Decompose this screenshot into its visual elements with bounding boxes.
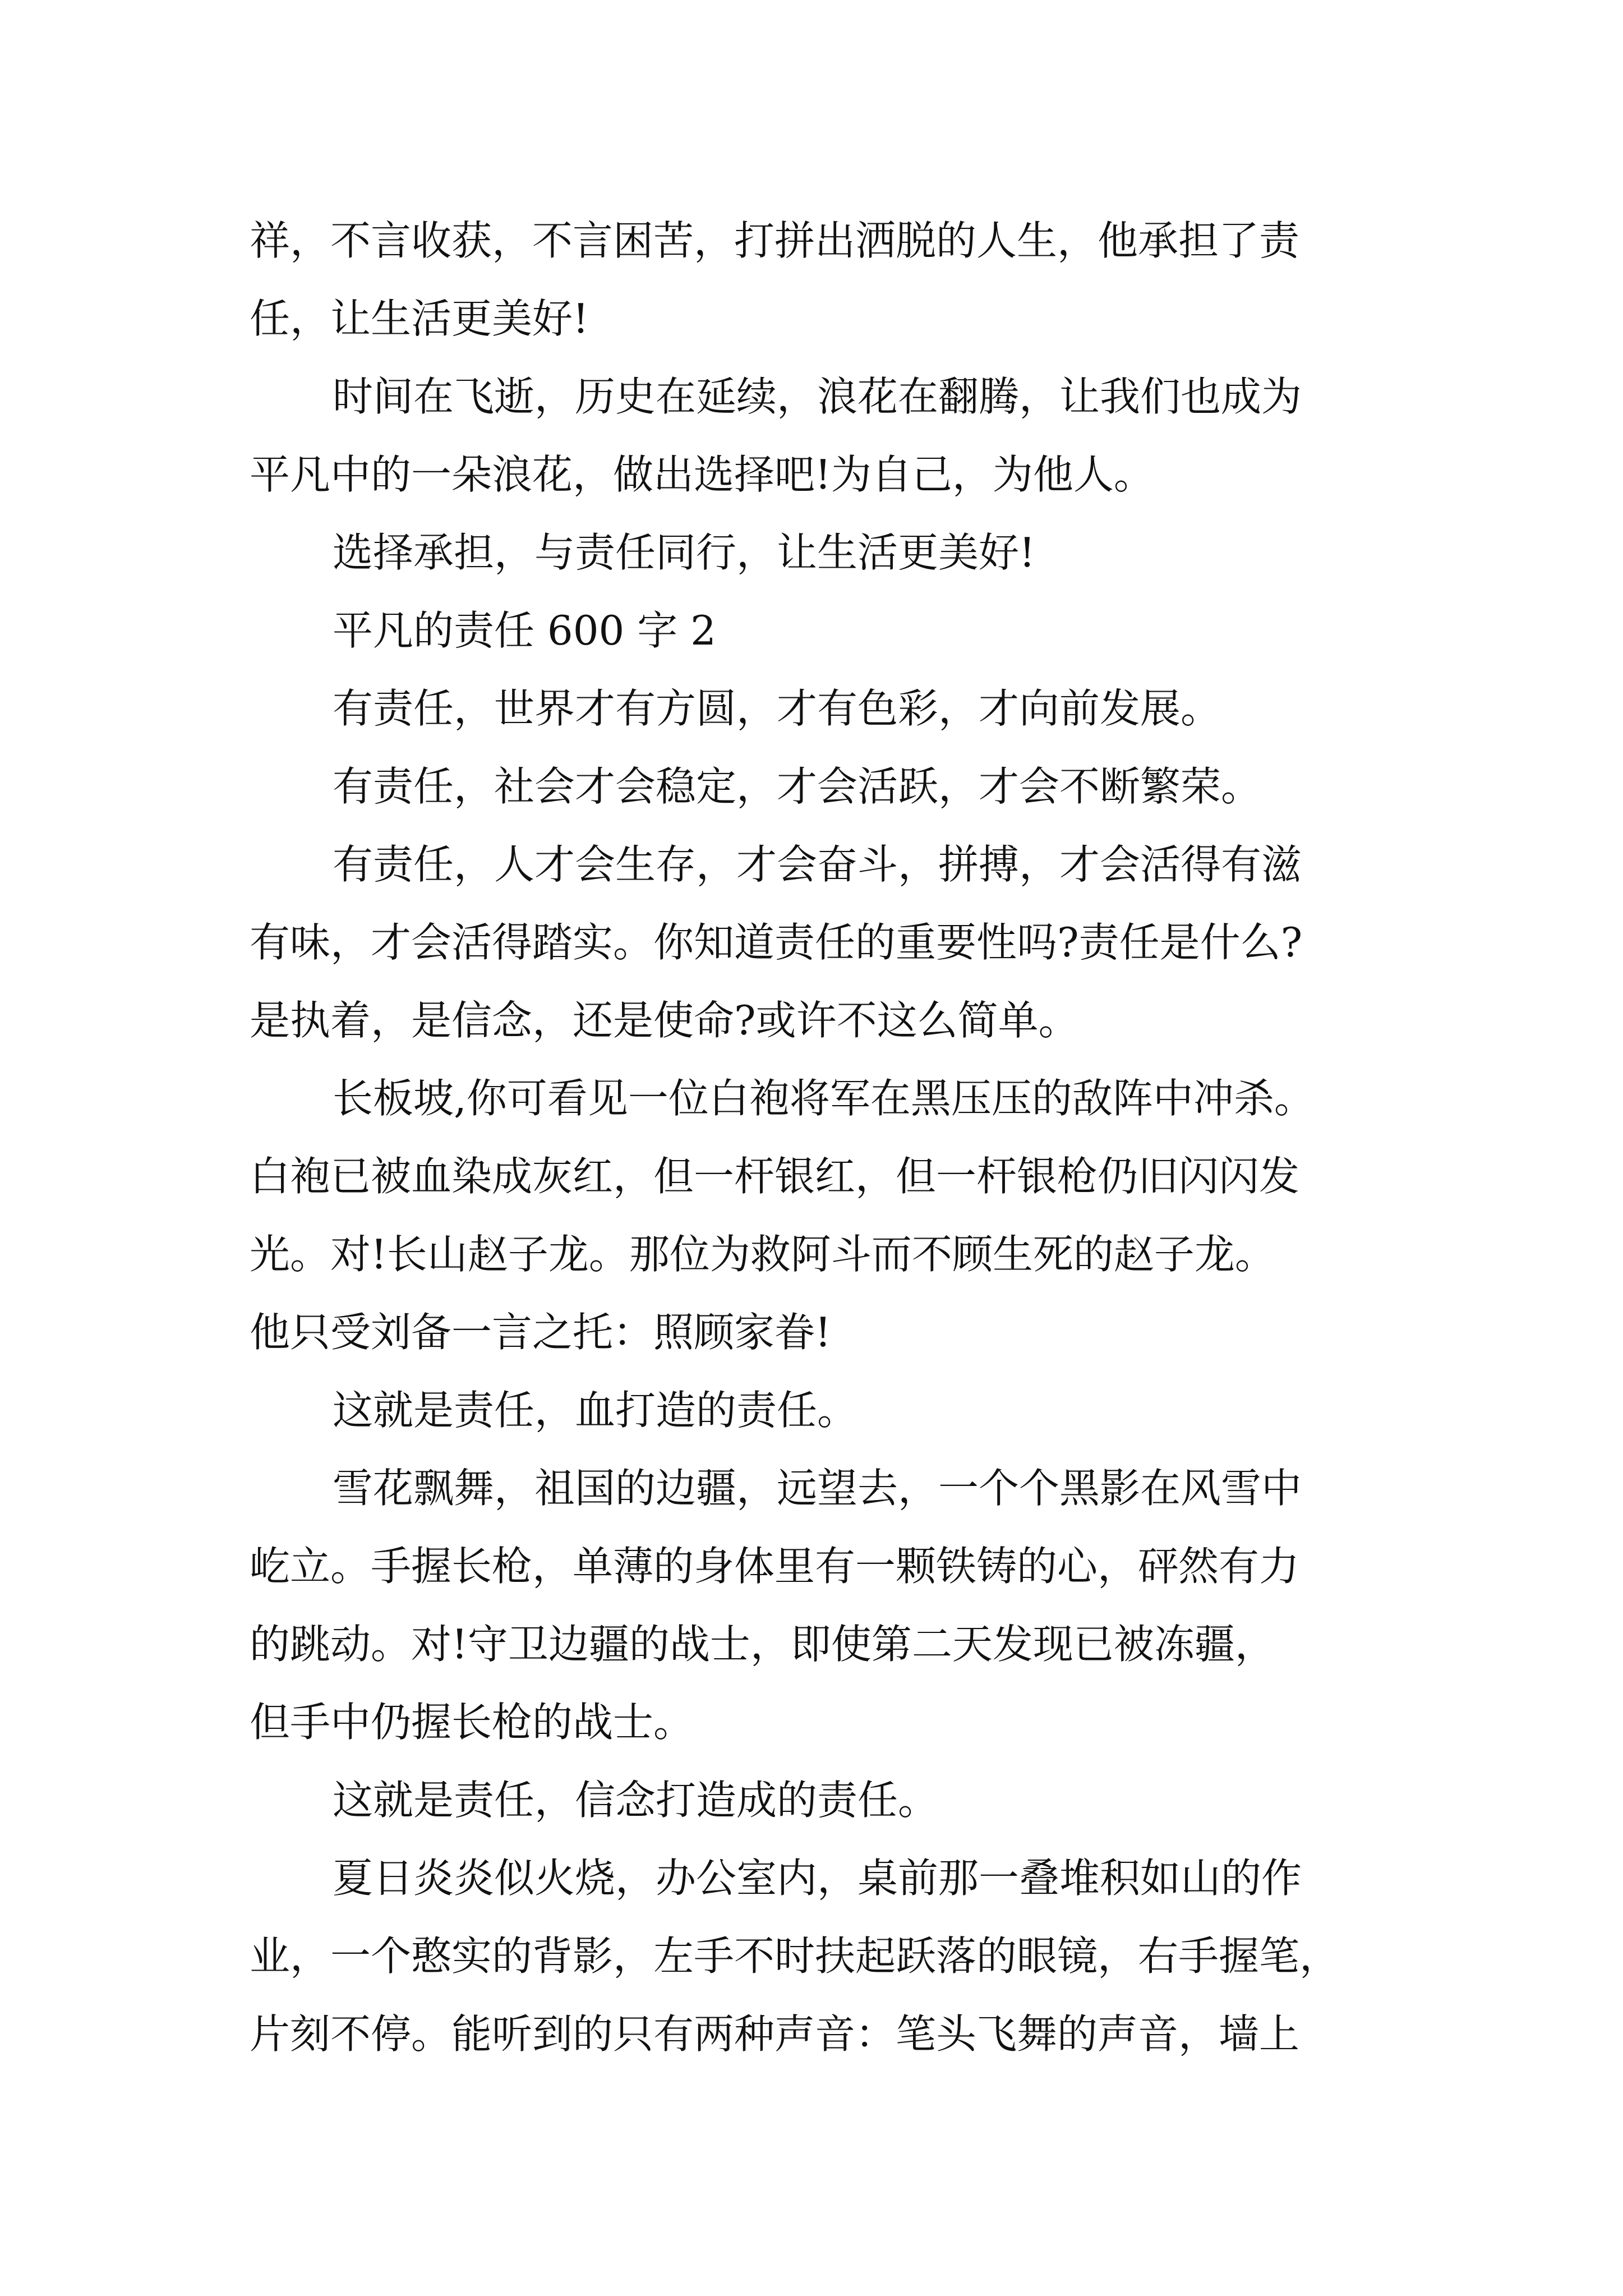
text-line: 平凡中的一朵浪花，做出选择吧!为自己，为他人。 — [250, 451, 1154, 498]
text-line: 但手中仍握长枪的战士。 — [250, 1699, 694, 1746]
paragraph-start: 有责任，人才会生存，才会奋斗，拼搏，才会活得有滋 — [333, 841, 1302, 888]
paragraph-start: 长板坡,你可看见一位白袍将军在黑压压的敌阵中冲杀。 — [333, 1075, 1315, 1122]
text-line: 任，让生活更美好! — [250, 295, 589, 342]
text-line: 是执着，是信念，还是使命?或许不这么简单。 — [250, 997, 1079, 1044]
document-body — [250, 202, 1391, 2073]
text-line: 白袍已被血染成灰红，但一杆银红，但一杆银枪仍旧闪闪发 — [250, 1153, 1300, 1200]
text-line: 祥，不言收获，不言困苦，打拼出洒脱的人生，他承担了责 — [250, 217, 1300, 264]
paragraph-start: 有责任，社会才会稳定，才会活跃，才会不断繁荣。 — [333, 763, 1262, 810]
text-line: 屹立。手握长枪，单薄的身体里有一颗铁铸的心，砰然有力 — [250, 1543, 1300, 1590]
paragraph-start: 雪花飘舞，祖国的边疆，远望去，一个个黑影在风雪中 — [333, 1465, 1302, 1512]
text-line: 光。对!长山赵子龙。那位为救阿斗而不顾生死的赵子龙。 — [250, 1231, 1275, 1278]
paragraph-start: 夏日炎炎似火烧，办公室内，桌前那一叠堆积如山的作 — [333, 1855, 1302, 1902]
text-line: 的跳动。对!守卫边疆的战士，即使第二天发现已被冻疆， — [250, 1621, 1275, 1668]
paragraph-start: 这就是责任，信念打造成的责任。 — [333, 1777, 939, 1824]
text-line: 有味，才会活得踏实。你知道责任的重要性吗?责任是什么? — [250, 919, 1303, 966]
paragraph-start: 这就是责任，血打造的责任。 — [333, 1387, 858, 1434]
paragraph-start: 有责任，世界才有方圆，才有色彩，才向前发展。 — [333, 685, 1221, 732]
paragraph-start: 选择承担，与责任同行，让生活更美好! — [333, 529, 1035, 576]
section-heading: 平凡的责任 600 字 2 — [333, 607, 716, 654]
text-line: 片刻不停。能听到的只有两种声音：笔头飞舞的声音，墙上 — [250, 2010, 1300, 2058]
paragraph-start: 时间在飞逝，历史在延续，浪花在翻腾，让我们也成为 — [333, 373, 1302, 420]
text-line: 他只受刘备一言之托：照顾家眷! — [250, 1309, 831, 1356]
text-line: 业，一个憨实的背影，左手不时扶起跃落的眼镜，右手握笔， — [250, 1932, 1340, 1980]
